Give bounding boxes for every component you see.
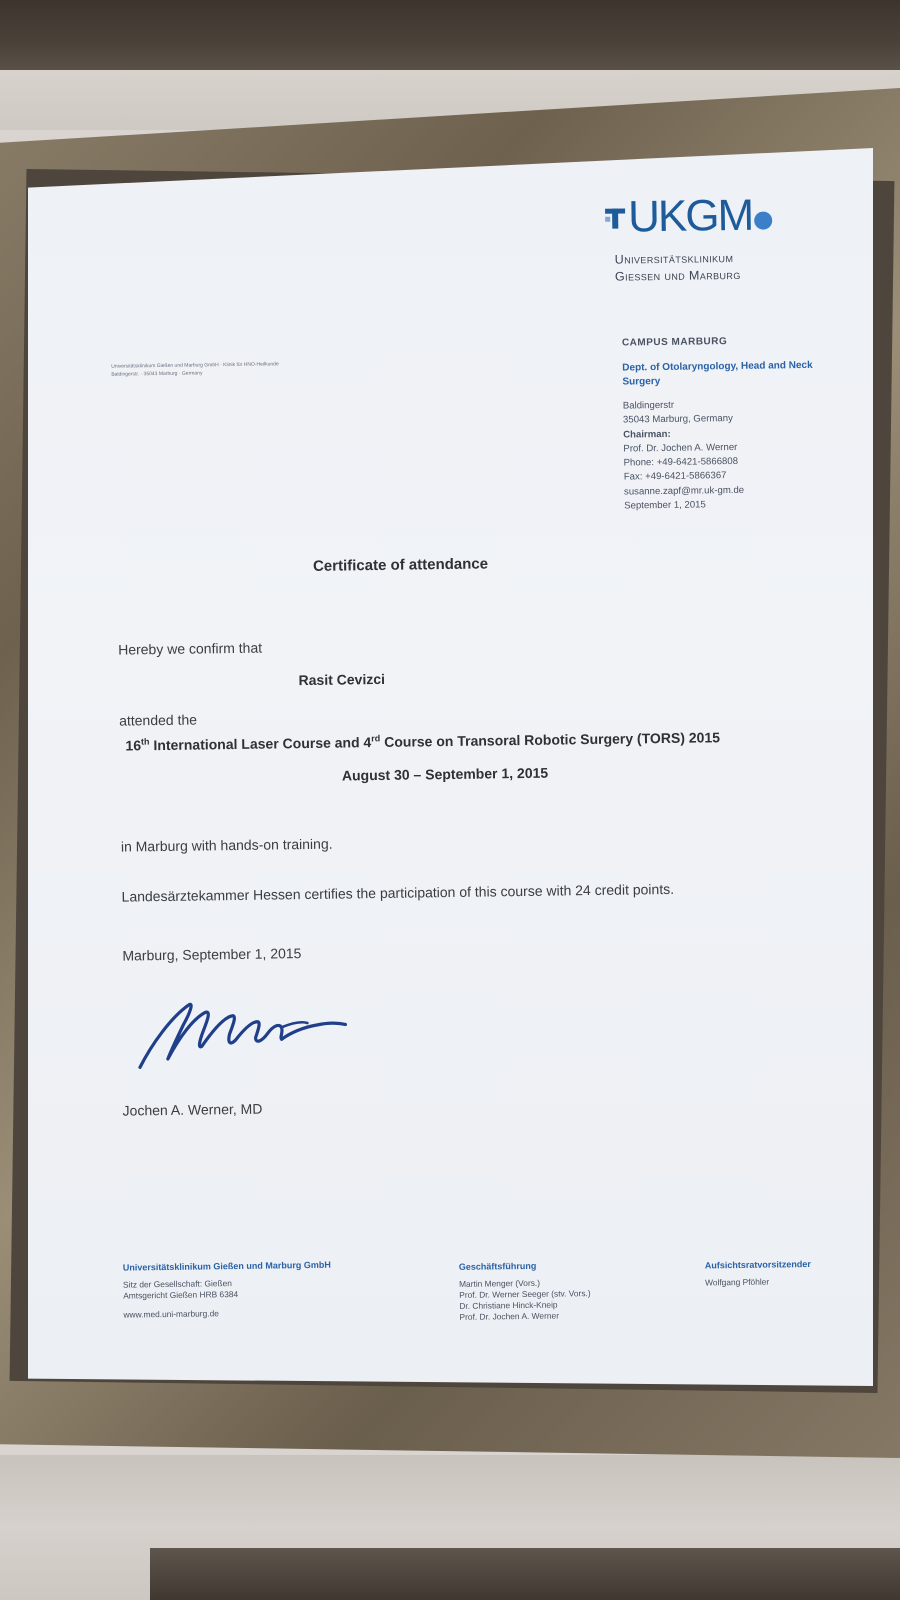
- footer-management-2: Prof. Dr. Werner Seeger (stv. Vors.): [459, 1288, 591, 1300]
- course-part-1: International Laser Course and: [149, 734, 364, 754]
- footer-management-3: Dr. Christiane Hinck-Kneip: [459, 1299, 558, 1311]
- footer-management-head: Geschäftsführung: [458, 1260, 537, 1272]
- credits-text: Landesärztekammer Hessen certifies the participation of this course with 24 credit points.: [121, 880, 675, 905]
- sender-line1: Universitätsklinikum Gießen und Marburg GmbH · Klinik für HNO-Heilkunde: [111, 361, 279, 370]
- logo-brand-text: UKGM: [627, 190, 753, 242]
- campus-label: CAMPUS MARBURG: [621, 336, 728, 349]
- course-sup-2: rd: [371, 733, 381, 744]
- attendee-name: Rasit Cevizci: [298, 670, 386, 689]
- phone: Phone: +49-6421-5866808: [623, 456, 739, 469]
- footer-management-4: Prof. Dr. Jochen A. Werner: [459, 1310, 560, 1322]
- course-title: [125, 728, 825, 754]
- footer-company: [123, 1259, 384, 1321]
- ukgm-t-mark-icon: [604, 204, 626, 230]
- department-name: Dept. of Otolaryngology, Head and Neck Surgery: [622, 359, 813, 388]
- attended-text: attended the: [119, 711, 198, 729]
- footer-company-name: Universitätsklinikum Gießen und Marburg GmbH: [122, 1259, 331, 1273]
- logo-subtitle-line1: Universitätsklinikum: [614, 250, 734, 267]
- course-sup-1: th: [140, 736, 150, 747]
- course-part-2: Course on Transoral Robotic Surgery (TORS) 2015: [380, 729, 721, 750]
- logo-subtitle: [615, 250, 741, 286]
- footer-seat: Sitz der Gesellschaft: Gießen: [122, 1278, 232, 1290]
- footer-court: Amtsgericht Gießen HRB 6384: [123, 1289, 239, 1301]
- certificate-title: Certificate of attendance: [312, 555, 489, 575]
- signer-name: Jochen A. Werner, MD: [122, 1100, 263, 1119]
- sender-address-line: [111, 359, 411, 379]
- course-dates: August 30 – September 1, 2015: [341, 764, 549, 784]
- confirm-text: Hereby we confirm that: [118, 639, 263, 658]
- footer-board: [705, 1258, 855, 1288]
- chairman-name: Prof. Dr. Jochen A. Werner: [623, 441, 738, 455]
- chairman-label: Chairman:: [623, 428, 671, 441]
- location-text: in Marburg with hands-on training.: [120, 835, 333, 855]
- place-date-text: Marburg, September 1, 2015: [122, 945, 302, 964]
- footer-board-head: Aufsichtsratvorsitzender: [704, 1259, 811, 1271]
- fax: Fax: +49-6421-5866367: [623, 470, 727, 484]
- course-number-1: 16: [125, 737, 142, 754]
- ukgm-logo: [604, 190, 773, 242]
- letter-date: September 1, 2015: [624, 499, 706, 512]
- logo-subtitle-line2: Giessen und Marburg: [614, 267, 741, 284]
- footer-board-name: Wolfgang Pföhler: [704, 1276, 770, 1288]
- footer-web: www.med.uni-marburg.de: [123, 1308, 219, 1320]
- course-number-2: 4: [363, 734, 372, 751]
- logo-dot-icon: [754, 211, 772, 229]
- sender-line2: Baldingerstr. · 35043 Marburg · Germany: [111, 370, 203, 378]
- street: Baldingerstr: [622, 399, 675, 412]
- email: susanne.zapf@mr.uk-gm.de: [623, 484, 745, 498]
- handwritten-signature: [131, 986, 362, 1079]
- city: 35043 Marburg, Germany: [622, 413, 733, 426]
- footer-management-1: Martin Menger (Vors.): [458, 1277, 541, 1289]
- letterhead-address: [623, 397, 820, 514]
- footer-management: [459, 1259, 660, 1323]
